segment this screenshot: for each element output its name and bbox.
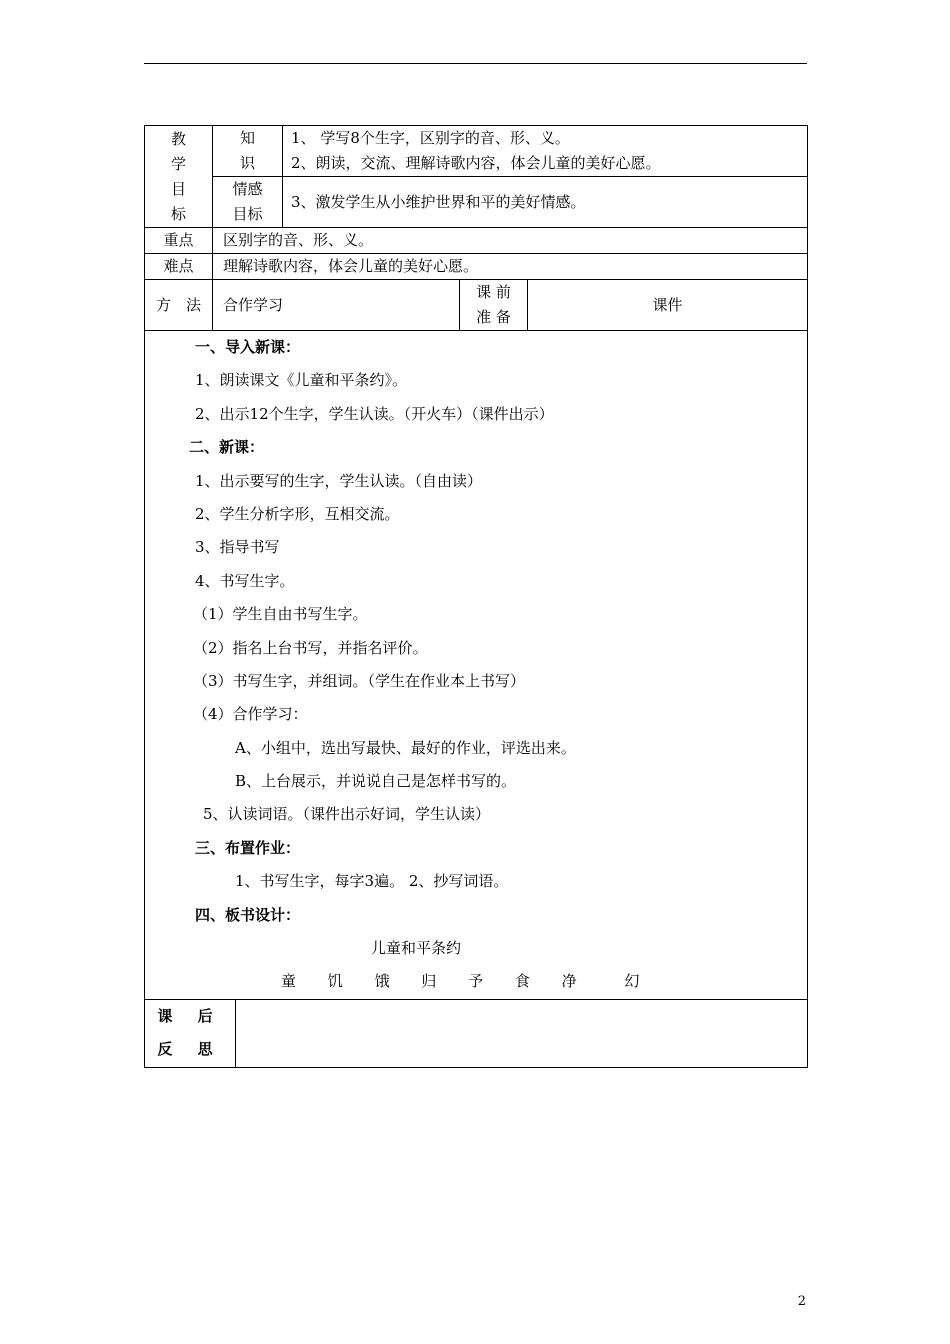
board-char: 食 [514,972,530,991]
prep-text: 课件 [528,280,808,331]
board-char: 饥 [327,972,343,991]
header-rule [144,63,807,64]
reflection-label: 课 后 反 思 [145,999,236,1067]
difficulty-label: 难点 [145,254,213,280]
lesson-process [145,331,808,1000]
list-item: B、上台展示，并说说自己是怎样书写的。 [235,772,517,791]
list-item: （2）指名上台书写，并指名评价。 [193,638,428,657]
method-text: 合作学习 [213,280,460,331]
list-item: （4）合作学习： [193,705,308,724]
board-char: 予 [468,972,484,991]
list-item: 2、出示12个生字，学生认读。（开火车）（课件出示） [195,404,554,423]
list-item: （1）学生自由书写生字。 [193,605,368,624]
board-title: 儿童和平条约 [371,939,462,958]
knowledge-goals: 1、 学写8个生字，区别字的音、形、义。 2、朗读，交流、理解诗歌内容，体会儿童的美好心愿。 [283,126,808,177]
prep-label: 课 前 准 备 [460,280,528,331]
emotion-goal: 3、激发学生从小维护世界和平的美好情感。 [283,177,808,228]
homework-item: 1、书写生字，每字3遍。 2、抄写词语。 [235,872,509,891]
board-char: 饿 [374,972,390,991]
objectives-label: 教 学 目 标 [145,126,213,228]
method-label: 方 法 [145,280,213,331]
list-item: A、小组中，选出写最快、最好的作业，评选出来。 [235,738,576,757]
board-char: 净 [561,972,577,991]
page-number: 2 [797,1294,806,1309]
list-item: （3）书写生字，并组词。（学生在作业本上书写） [193,671,526,690]
emotion-label: 情感 目标 [213,177,283,228]
board-chars [145,965,807,998]
key-point-text: 区别字的音、形、义。 [213,228,808,254]
section-1-title: 一、导入新课： [195,338,301,356]
section-4-title: 四、板书设计： [195,905,301,924]
section-3-title: 三、布置作业： [195,838,301,857]
section-2-title: 二、新课： [189,438,265,457]
list-item: 1、朗读课文《儿童和平条约》。 [195,371,408,390]
board-char: 童 [281,972,297,991]
list-item: 3、指导书写 [195,538,280,557]
list-item: 5、认读词语。（课件出示好词，学生认读） [203,805,491,824]
board-char: 归 [421,972,437,991]
key-point-label: 重点 [145,228,213,254]
reflection-content [236,999,808,1067]
difficulty-text: 理解诗歌内容，体会儿童的美好心愿。 [213,254,808,280]
board-char: 幻 [624,972,640,991]
lesson-plan-table [144,125,808,1068]
list-item: 2、学生分析字形，互相交流。 [195,504,400,523]
knowledge-label: 知 识 [213,126,283,177]
list-item: 1、出示要写的生字，学生认读。（自由读） [195,471,483,490]
list-item: 4、书写生字。 [195,571,295,590]
